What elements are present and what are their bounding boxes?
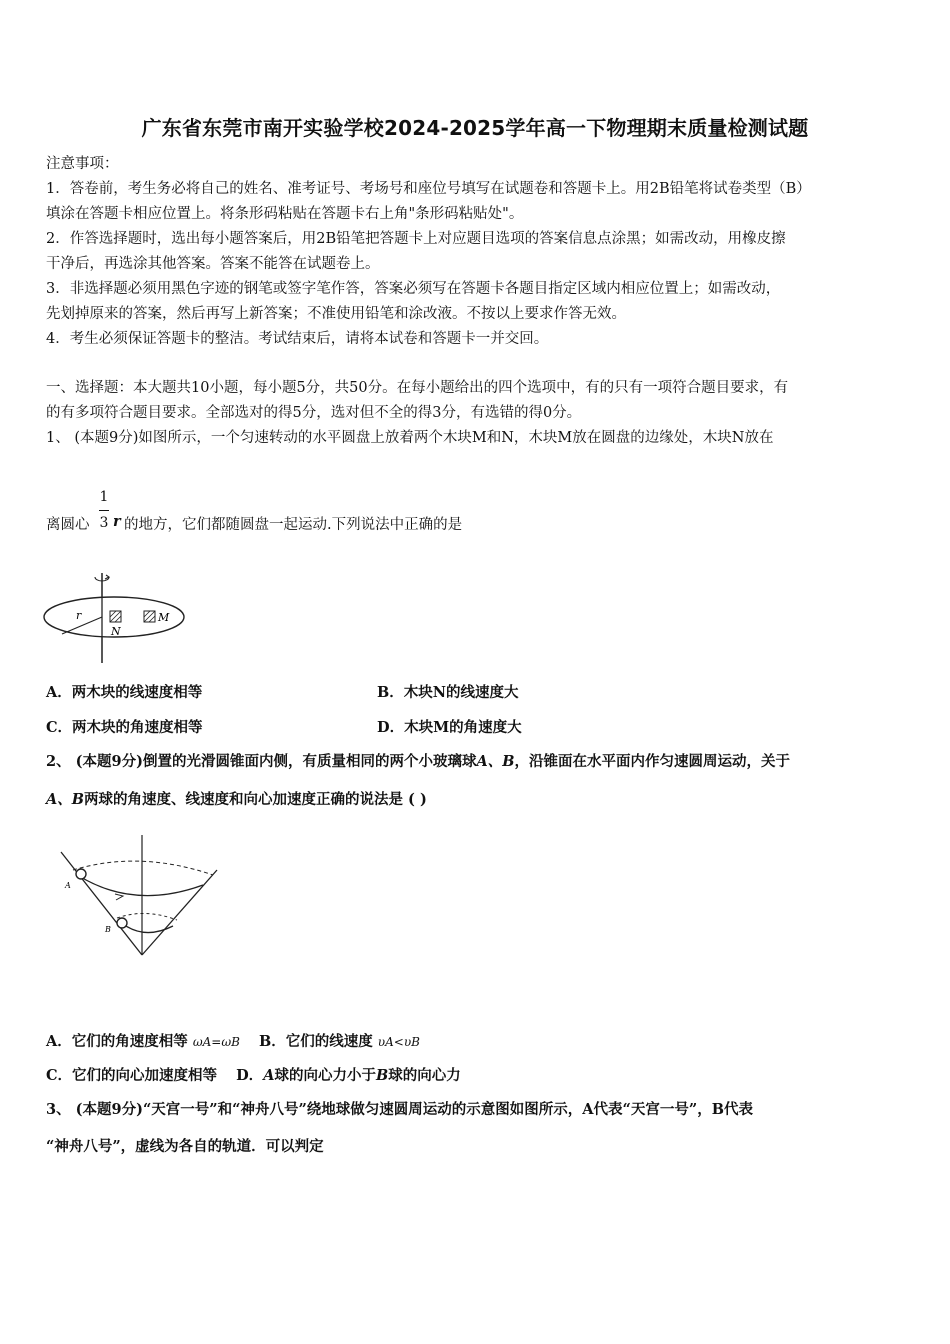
option-a-b-row (46, 1030, 420, 1051)
label-a: A (65, 881, 71, 890)
notes-line: 1．答卷前，考生务必将自己的姓名、准考证号、考场号和座位号填写在试题卷和答题卡上。用2B铅笔将试卷类型（B） (46, 181, 811, 197)
option-d-mid: 球的向心力小于 (274, 1067, 376, 1084)
question-2-text (46, 750, 790, 771)
question-1-text-prefix: 离圆心 (46, 517, 90, 533)
section-instructions: 一、选择题：本大题共10小题，每小题5分，共50分。在每小题给出的四个选项中，有的只有一项符合题目要求，有 (46, 380, 789, 396)
question-1-text-suffix: 的地方，它们都随圆盘一起运动.下列说法中正确的是 (124, 517, 463, 533)
inverted-cone-figure (55, 830, 225, 960)
notes-line: 2．作答选择题时，选出每小题答案后，用2B铅笔把答题卡上对应题目选项的答案信息点涂黑；如需改动，用橡皮擦 (46, 231, 786, 247)
option-d-prefix: D． (236, 1067, 264, 1084)
label-n: N (111, 625, 121, 638)
ball-labels: A、B (476, 753, 515, 770)
variable-r: r (113, 513, 121, 530)
orbit-a-front (79, 876, 203, 896)
option-a-text: A．它们的角速度相等 (46, 1033, 193, 1050)
fraction-denominator: 3 (99, 515, 109, 531)
option-d: D．木块M的角速度大 (377, 719, 522, 736)
question-3-text: “神舟八号”，虚线为各自的轨道．可以判定 (46, 1138, 324, 1155)
label-m: M (158, 611, 170, 624)
question-3-text: 3、 (本题9分)“天宫一号”和“神舟八号”绕地球做匀速圆周运动的示意图如图所示，A代表“天宫一号”，B代表 (46, 1101, 753, 1118)
label-r: r (76, 609, 82, 622)
option-b-text: B．它们的线速度 (258, 1033, 378, 1050)
fraction-bar (99, 510, 109, 511)
omega-equation: ωA=ωB (192, 1035, 240, 1049)
label-b: B (105, 925, 111, 934)
question-2-text (46, 788, 427, 809)
notes-line: 干净后，再选涂其他答案。答案不能答在试题卷上。 (46, 256, 380, 272)
rotating-disk-figure (40, 565, 190, 665)
question-1-text: 1、 (本题9分)如图所示，一个匀速转动的水平圆盘上放着两个木块M和N，木块M放在圆盘的边缘处，木块N放在 (46, 430, 774, 446)
option-d-suffix: 球的向心力 (388, 1067, 461, 1084)
notes-line: 3．非选择题必须用黑色字迹的钢笔或签字笔作答，答案必须写在答题卡各题目指定区域内相应位置上；如需改动， (46, 281, 781, 297)
ball-b-label: B (375, 1067, 389, 1084)
notes-line: 填涂在答题卡相应位置上。将条形码粘贴在答题卡右上角"条形码粘贴处"。 (46, 206, 524, 222)
question-2-prefix: 2、 (本题9分)倒置的光滑圆锥面内侧，有质量相同的两个小玻璃球 (46, 753, 477, 770)
option-c-text: C．它们的向心加速度相等 (46, 1067, 218, 1084)
fraction-numerator: 1 (99, 489, 109, 505)
ball-b (117, 918, 127, 928)
question-2-suffix: ，沿锥面在水平面内作匀速圆周运动，关于 (514, 753, 790, 770)
ball-a-label: A (263, 1067, 275, 1084)
cone-left-wall (61, 852, 142, 955)
option-a: A．两木块的线速度相等 (46, 684, 203, 701)
ball-a (76, 869, 86, 879)
notes-line: 4．考生必须保证答题卡的整洁。考试结束后，请将本试卷和答题卡一并交回。 (46, 331, 549, 347)
question-2-suffix: 两球的角速度、线速度和向心加速度正确的说法是 ( ) (84, 791, 427, 808)
velocity-inequality: υA<υB (377, 1035, 420, 1049)
cone-right-wall (142, 870, 217, 955)
orbit-a-back (73, 861, 213, 875)
option-c-d-row (46, 1064, 461, 1085)
option-c: C．两木块的角速度相等 (46, 719, 203, 736)
option-b: B．木块N的线速度大 (377, 684, 519, 701)
ball-labels: A、B (46, 791, 85, 808)
page-title: 广东省东莞市南开实验学校2024-2025学年高一下物理期末质量检测试题 (141, 116, 809, 140)
section-instructions: 的有多项符合题目要求。全部选对的得5分，选对但不全的得3分，有选错的得0分。 (46, 405, 582, 421)
notes-line: 先划掉原来的答案，然后再写上新答案；不准使用铅笔和涂改液。不按以上要求作答无效。 (46, 306, 626, 322)
notes-heading: 注意事项： (46, 156, 119, 172)
